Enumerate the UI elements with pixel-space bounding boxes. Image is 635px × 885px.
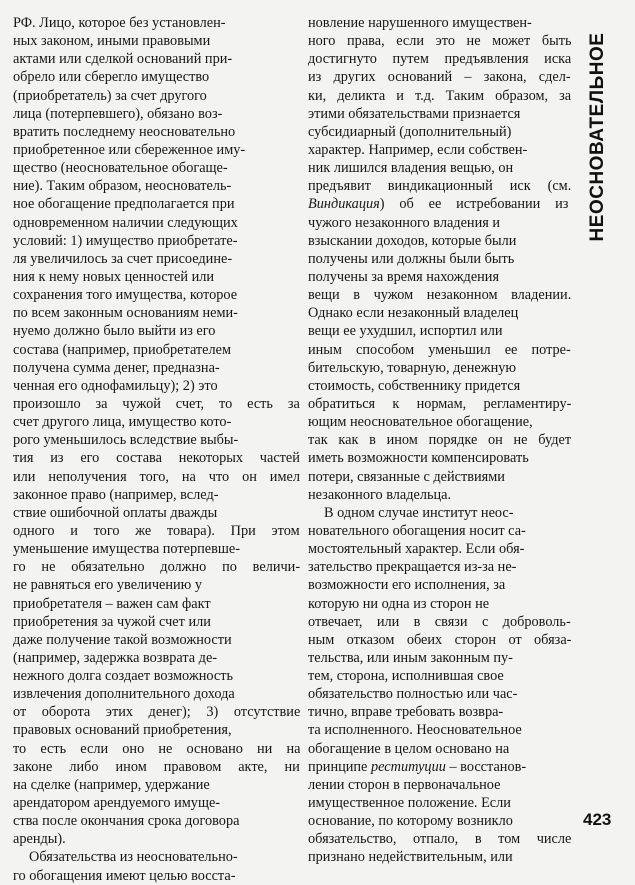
text-line: правовых оснований приобретения, bbox=[13, 722, 232, 739]
text-line: ных законом, иными правовыми bbox=[13, 33, 211, 50]
text-line: одного и того же товара). При этом bbox=[13, 522, 300, 539]
text-line: ля увеличилось за счет присоедине- bbox=[13, 250, 233, 267]
text-line: условий: 1) имущество приобретате- bbox=[13, 232, 238, 249]
text-line: из других оснований – закона, сдел- bbox=[308, 69, 571, 86]
text-line: та исполненного. Неосновательное bbox=[308, 722, 522, 739]
text-line: субсидиарный (дополнительный) bbox=[308, 123, 512, 140]
text-line: незаконного владельца. bbox=[308, 486, 452, 503]
text-line: ник лишился владения вещью, он bbox=[308, 160, 514, 177]
text-line: законе либо ином правовом акте, ни bbox=[13, 758, 300, 775]
text-line: получены за время нахождения bbox=[308, 268, 500, 285]
text-line: новательного обогащения носит са- bbox=[308, 522, 526, 539]
text-line: обогащение в целом основано на bbox=[308, 740, 510, 757]
italic-term: Виндикация bbox=[308, 196, 380, 213]
text-line: В одном случае институт неос- bbox=[324, 504, 514, 521]
text-line: (например, задержка возврата де- bbox=[13, 649, 218, 666]
text-line: не равняться его увеличению у bbox=[13, 577, 203, 594]
text-line: стоимость, собственнику придется bbox=[308, 377, 521, 394]
text-line: то есть если оно не основано ни на bbox=[13, 740, 300, 757]
text-line: иметь возможности компенсировать bbox=[308, 450, 529, 467]
text-line: законное право (например, вслед- bbox=[13, 486, 219, 503]
text-line: ки, деликта и т.д. Таким образом, за bbox=[308, 87, 571, 104]
text-line: щество (неосновательное обогаще- bbox=[13, 160, 228, 177]
text-line: обрело или сберегло имущество bbox=[13, 69, 210, 86]
text-line: мостоятельный характер. Если обя- bbox=[308, 541, 525, 558]
text-line: или неполучения того, на что он имел bbox=[13, 468, 300, 485]
text-line: сохранения того имущества, которое bbox=[13, 287, 238, 304]
text-line: зательство прекращается из-за не- bbox=[308, 559, 517, 576]
text-line: отвечает, или в связи с доброволь- bbox=[308, 613, 571, 630]
page-number: 423 bbox=[583, 810, 612, 829]
text-line: приобретения за чужой счет или bbox=[13, 613, 211, 630]
running-title: НЕОСНОВАТЕЛЬНОЕ bbox=[587, 32, 608, 242]
text-line: получена сумма денег, предназна- bbox=[13, 359, 220, 376]
text-line: обратиться к нормам, регламентиру- bbox=[308, 395, 571, 412]
text-line: взыскании доходов, которые были bbox=[308, 232, 517, 249]
text-line: этими обязательствами признается bbox=[308, 105, 521, 122]
text-line: так как в ином порядке он не будет bbox=[308, 432, 571, 449]
text-line: потери, связанные с действиями bbox=[308, 468, 505, 485]
text-line: Обязательства из неосновательно- bbox=[29, 849, 238, 866]
text-line: нежного долга создает возможность bbox=[13, 668, 233, 685]
text-line: ние). Таким образом, неоснователь- bbox=[13, 178, 232, 195]
text-line: по всем законным основаниям неми- bbox=[13, 305, 238, 322]
text-line: Однако если незаконный владелец bbox=[308, 305, 519, 322]
text-line: даже получение такой возможности bbox=[13, 631, 232, 648]
text-line: уменьшение имущества потерпевше- bbox=[13, 541, 240, 558]
text-line: лица (потерпевшего), обязано воз- bbox=[13, 105, 223, 122]
text-line: Виндикация) об ее истребовании из bbox=[308, 196, 569, 213]
text-line: лении сторон в первоначальное bbox=[308, 776, 501, 793]
text-line: го обогащения имеют целью восста- bbox=[13, 867, 236, 884]
text-line: ствие ошибочной оплаты дважды bbox=[13, 504, 218, 521]
text-line: нуемо должно было выйти из его bbox=[13, 323, 216, 340]
text-line: ным отказом обеих сторон от обяза- bbox=[308, 631, 571, 648]
running-title-vertical bbox=[578, 16, 618, 258]
text-line: основание, по которому возникло bbox=[308, 813, 513, 830]
text-line: состава (например, приобретателем bbox=[13, 341, 232, 358]
right-column bbox=[308, 14, 571, 867]
text-line: от оборота этих денег); 3) отсутствие bbox=[13, 704, 300, 721]
text-line: ное обогащение предполагается при bbox=[13, 196, 235, 213]
text-line: тельства, или иным законным пу- bbox=[308, 649, 513, 666]
text-line: возможности его исполнения, за bbox=[308, 577, 506, 594]
text-line: которую ни одна из сторон не bbox=[308, 595, 490, 612]
text-line: (приобретатель) за счет другого bbox=[13, 87, 207, 104]
text-line: принципе реституции – восстанов- bbox=[308, 758, 527, 775]
text-line: ного права, если это не может быть bbox=[308, 33, 571, 50]
text-line: новление нарушенного имуществен- bbox=[308, 15, 532, 31]
text-line: одновременном наличии следующих bbox=[13, 214, 238, 231]
text-line: вратить последнему неосновательно bbox=[13, 123, 236, 140]
text-line: актами или сделкой оснований при- bbox=[13, 51, 233, 68]
text-line: обязательство полностью или час- bbox=[308, 686, 518, 703]
text-line: тично, вправе требовать возвра- bbox=[308, 704, 504, 721]
text-line: ния к нему новых ценностей или bbox=[13, 268, 215, 285]
text-line: рого уменьшилось вследствие выбы- bbox=[13, 432, 239, 449]
italic-term: реституции bbox=[370, 758, 446, 775]
text-line: приобретателя – важен сам факт bbox=[13, 595, 211, 612]
text-line: тия из его состава некоторых частей bbox=[13, 450, 300, 467]
text-line: ства после окончания срока договора bbox=[13, 813, 240, 830]
text-line: вещи ее ухудшил, испортил или bbox=[308, 323, 503, 340]
text-line: счет другого лица, имущество кото- bbox=[13, 414, 232, 431]
text-line: вещи в чужом незаконном владении. bbox=[308, 287, 571, 304]
text-line: го не обязательно должно по величи- bbox=[13, 559, 300, 576]
text-line: на сделке (например, удержание bbox=[13, 776, 210, 793]
text-line: обязательство, отпало, в том числе bbox=[308, 831, 571, 848]
text-line: произошло за чужой счет, то есть за bbox=[13, 395, 300, 412]
left-column bbox=[13, 14, 300, 885]
text-line: признано недействительным, или bbox=[308, 849, 513, 866]
text-line: арендатором арендуемого имуще- bbox=[13, 795, 221, 812]
text-line: предъявит виндикационный иск (см. bbox=[308, 178, 571, 195]
text-line: иным способом уменьшил ее потре- bbox=[308, 341, 571, 358]
text-line: тем, сторона, исполнившая свое bbox=[308, 668, 504, 685]
text-line: приобретенное или сбереженное иму- bbox=[13, 141, 246, 158]
text-line: бительскую, товарную, денежную bbox=[308, 359, 517, 376]
text-line: чужого незаконного владения и bbox=[308, 214, 501, 231]
text-line: извлечения дополнительного дохода bbox=[13, 686, 235, 703]
text-line: ющим неосновательное обогащение, bbox=[308, 414, 533, 431]
text-line: ченная его однофамильцу); 2) это bbox=[13, 377, 218, 394]
text-line: характер. Например, если собствен- bbox=[308, 141, 528, 158]
text-line: аренды). bbox=[13, 831, 66, 848]
text-line: достигнуто путем предъявления иска bbox=[308, 51, 571, 68]
text-line: получены или должны были быть bbox=[308, 250, 515, 267]
text-line: РФ. Лицо, которое без установлен- bbox=[13, 15, 226, 31]
text-line: имущественное положение. Если bbox=[308, 795, 511, 812]
